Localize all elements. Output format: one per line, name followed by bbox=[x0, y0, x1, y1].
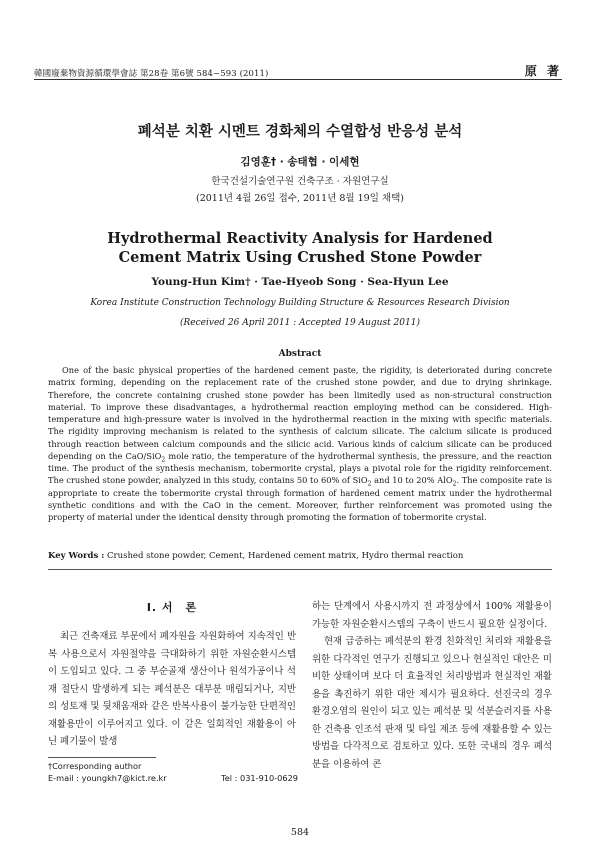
footnote-rule bbox=[48, 757, 156, 758]
right-column bbox=[312, 598, 552, 773]
english-affiliation: Korea Institute Construction Technology Building Structure & Resources Research Division bbox=[90, 298, 510, 308]
article-type-label: 原 著 bbox=[524, 64, 562, 78]
english-dates: (Received 26 April 2011 : Accepted 19 August 2011) bbox=[180, 318, 420, 328]
intro-paragraph-1: 최근 건축재료 부문에서 폐자원을 자원화하여 지속적인 반복 사용으로서 자원절약을 극대화하기 위한 자원순환시스템이 도입되고 있다. 그 중 부순골재 생산이나 원석가공이나 석재 절단시 발생하게 되는 폐석분은 대부분 매립되거나, 지반의 성토재 및 뒷채움재와 같은 반복사용이 불가능한 단편적인 재활용만이 이루어지고 있다. 이 같은 일회적인 재활용이 아닌 폐기물이 발생 bbox=[48, 631, 296, 747]
running-header bbox=[34, 62, 562, 79]
korean-title: 폐석분 치환 시멘트 경화체의 수열합성 반응성 분석 bbox=[137, 124, 463, 140]
left-column bbox=[48, 628, 296, 751]
page-number: 584 bbox=[290, 827, 310, 838]
korean-affiliation: 한국건설기술연구원 건축구조 · 자원연구실 bbox=[211, 176, 389, 187]
footnote bbox=[48, 760, 298, 784]
abstract-rule bbox=[48, 569, 552, 570]
abstract-body: One of the basic physical properties of the hardened cement paste, the rigidity, is deteriorated during concrete matrix forming, depending on the replacement rate of the crushed stone powder, and due to drying shrinkage. Therefore, the concrete containing crushed stone powder has been limitedly used as non-structural construction material. To improve these disadvantages, a hydrothermal reaction employing method can be considered. High-temperature and high-pressure water is involved in the hydrothermal reaction in the mixing with specific materials. The rigidity improving mechanism is related to the synthesis of calcium silicate. The calcium silicate is produced through reaction between calcium compounds and the silicic acid. Various kinds of calcium silicate can be produced depending on the CaO/SiO$_2$ mole ratio, the temperature of the hydrothermal synthesis, the pressure, and the reaction time. The product of the synthesis mechanism, tobermorite crystal, plays a pivotal role for the rigidity reinforcement. The crushed stone powder, analyzed in this study, contains 50 to 60% of SiO$_2$ and 10 to 20% AlO$_2$. The composite rate is appropriate to create the tobermorite crystal through formation of hardened cement matrix under the hydrothermal synthetic conditions and with the CaO in the cement. Moreover, further reinforcement was promoted using the property of material under the identical density through promoting the formation of tobermorite crystal. bbox=[48, 365, 552, 522]
keywords-label: Key Words : bbox=[48, 551, 105, 561]
korean-authors: 김영훈† · 송태협 · 이세현 bbox=[240, 156, 360, 168]
corresponding-author-note: †Corresponding author bbox=[48, 761, 142, 771]
keywords bbox=[48, 551, 552, 561]
intro-paragraph-2: 현재 급증하는 폐석분의 환경 친화적인 처리와 재활용을 위한 다각적인 연구가 진행되고 있으나 현실적인 대안은 미비한 상태이며 보다 더 효율적인 처리방법과 현실적인 재활용을 촉진하기 위한 대안 제시가 필요하다. 선진국의 경우 환경오염의 원인이 되고 있는 폐석분 및 석분슬러지를 사용한 건축용 인조석 판재 및 타일 제조 등에 재활용할 수 있는 방법을 다각적으로 검토하고 있다. 또한 국내의 경우 폐석분을 이용하여 콘 bbox=[312, 636, 552, 770]
intro-paragraph-1-cont: 하는 단계에서 사용시까지 전 과정상에서 100% 재활용이 가능한 자원순환시스템의 구축이 반드시 필요한 실정이다. bbox=[312, 601, 552, 630]
section-heading-introduction: I. 서 론 bbox=[146, 601, 198, 614]
keywords-list: Crushed stone powder, Cement, Hardened cement matrix, Hydro thermal reaction bbox=[104, 551, 464, 561]
author-phone: Tel : 031-910-0629 bbox=[221, 773, 298, 783]
english-authors: Young-Hun Kim† · Tae-Hyeob Song · Sea-Hyun Lee bbox=[151, 276, 449, 288]
header-rule bbox=[34, 79, 562, 80]
english-title: Hydrothermal Reactivity Analysis for Hardened Cement Matrix Using Crushed Stone Powder bbox=[107, 230, 493, 266]
author-email: E-mail : youngkh7@kict.re.kr bbox=[48, 773, 167, 783]
abstract-heading: Abstract bbox=[278, 349, 322, 359]
korean-dates: (2011년 4월 26일 접수, 2011년 8월 19일 채택) bbox=[196, 193, 404, 204]
journal-citation: 韓國廢棄物資源循環學會誌 第28卷 第6號 584~593 (2011) bbox=[34, 69, 269, 79]
